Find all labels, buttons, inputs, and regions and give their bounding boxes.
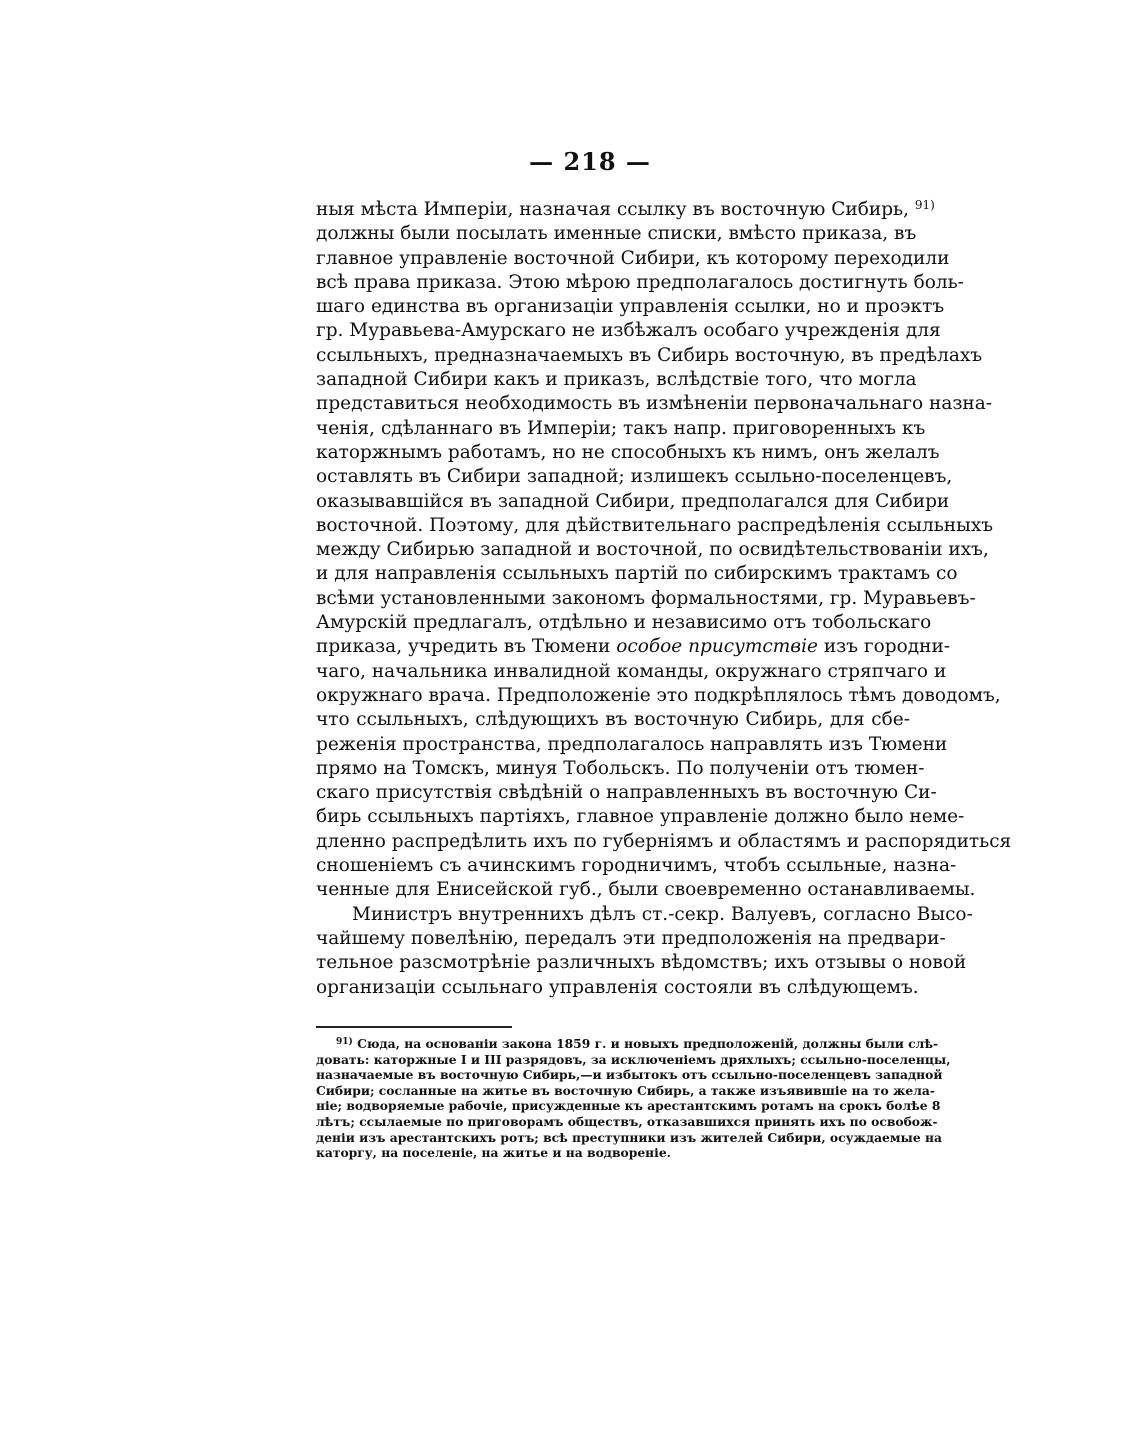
text-line: ченные для Енисейской губ., были своевременно останавливаемы. xyxy=(316,879,976,901)
text-line: ссыльныхъ, предназначаемыхъ въ Сибирь восточную, въ предѣлахъ xyxy=(316,344,983,366)
text-line: что ссыльныхъ, слѣдующихъ въ восточную Сибирь, для сбе- xyxy=(316,709,910,731)
text-line: оказывавшійся въ западной Сибири, предполагался для Сибири xyxy=(316,490,950,512)
body-text xyxy=(316,198,1012,1000)
footnote-line: довать: каторжные I и III разрядовъ, за исключеніемъ дряхлыхъ; ссыльно-поселенцы, xyxy=(316,1051,951,1067)
footnote-line: Сибири; сосланные на житье въ восточную Сибирь, а также изъявившіе на то жела- xyxy=(316,1082,935,1098)
text-line: всѣми установленными закономъ формальностями, гр. Муравьевъ- xyxy=(316,587,976,609)
footnote-line: $^{91)}$ Сюда, на основаніи закона 1859 г. и новыхъ предположеній, должны были слѣ- xyxy=(336,1036,939,1051)
footnote-line: деніи изъ арестантскихъ ротъ; всѣ преступники изъ жителей Сибири, осуждаемые на xyxy=(316,1129,942,1145)
text-line: между Сибирью западной и восточной, по освидѣтельствованіи ихъ, xyxy=(316,539,989,561)
footnote-line: каторгу, на поселеніе, на житье и на водвореніе. xyxy=(316,1145,671,1161)
text-line: ныя мѣста Имперіи, назначая ссылку въ восточную Сибирь, $^{91)}$ xyxy=(316,198,935,220)
text-line: западной Сибири какъ и приказъ, вслѣдствіе того, что могла xyxy=(316,369,917,391)
footnote-line: лѣтъ; ссылаемые по приговорамъ обществъ, отказавшихся принять ихъ по освобож- xyxy=(316,1113,938,1129)
text-line: окружнаго врача. Предположеніе это подкрѣплялось тѣмъ доводомъ, xyxy=(316,684,1001,706)
text-line: скаго присутствія свѣдѣній о направленныхъ въ восточную Си- xyxy=(316,782,937,804)
text-line: реженія пространства, предполагалось направлять изъ Тюмени xyxy=(316,733,948,755)
footnote-line: назначаемые въ восточную Сибирь,—и избытокъ отъ ссыльно-поселенцевъ западной xyxy=(316,1067,943,1083)
footnote-divider xyxy=(316,1026,512,1028)
footnote-line: ніе; водворяемые рабочіе, присужденные къ арестантскимъ ротамъ на срокъ болѣе 8 xyxy=(316,1098,941,1114)
text-line: главное управленіе восточной Сибири, къ которому переходили xyxy=(316,247,950,269)
paragraph-line: организаціи ссыльнаго управленія состояли въ слѣдующемъ. xyxy=(316,976,919,998)
text-line: всѣ права приказа. Этою мѣрою предполагалось достигнуть боль- xyxy=(316,271,964,293)
text-line: оставлять въ Сибири западной; излишекъ ссыльно-поселенцевъ, xyxy=(316,466,953,488)
text-line: чаго, начальника инвалидной команды, окружнаго стряпчаго и xyxy=(316,660,947,682)
paragraph-line: чайшему повелѣнію, передалъ эти предположенія на предвари- xyxy=(316,927,946,949)
text-line: шаго единства въ организаціи управленія ссылки, но и проэктъ xyxy=(316,296,945,318)
footnote-reference: 91) xyxy=(914,198,935,212)
text-line: бирь ссыльныхъ партіяхъ, главное управленіе должно было неме- xyxy=(316,806,965,828)
text-line: прямо на Томскъ, минуя Тобольскъ. По полученіи отъ тюмен- xyxy=(316,757,925,779)
footnote xyxy=(316,1036,951,1161)
text-line: и для направленія ссыльныхъ партій по сибирскимъ трактамъ со xyxy=(316,563,958,585)
paragraph-line: тельное разсмотрѣніе различныхъ вѣдомствъ; ихъ отзывы о новой xyxy=(316,952,967,974)
italic-phrase: особое присутствіе xyxy=(616,636,818,658)
text-line: ченія, сдѣланнаго въ Имперіи; такъ напр. приговоренныхъ къ xyxy=(316,417,926,439)
page-number: — 218 — xyxy=(529,147,651,176)
text-line: сношеніемъ съ ачинскимъ городничимъ, чтобъ ссыльные, назна- xyxy=(316,855,957,877)
footnote-mark: 91) xyxy=(336,1037,353,1047)
text-line: дленно распредѣлить ихъ по губерніямъ и областямъ и распорядиться xyxy=(316,830,1012,852)
text-line: Амурскій предлагалъ, отдѣльно и независимо отъ тобольскаго xyxy=(316,612,932,634)
text-line: каторжнымъ работамъ, но не способныхъ къ нимъ, онъ желалъ xyxy=(316,441,940,463)
text-line: восточной. Поэтому, для дѣйствительнаго распредѣленія ссыльныхъ xyxy=(316,514,994,536)
paragraph-line: Министръ внутреннихъ дѣлъ ст.-секр. Валуевъ, согласно Высо- xyxy=(352,903,973,925)
text-line: должны были посылать именные списки, вмѣсто приказа, въ xyxy=(316,223,917,245)
text-line: гр. Муравьева-Амурскаго не избѣжалъ особаго учрежденія для xyxy=(316,320,941,342)
text-line: приказа, учредить въ Тюмени особое присутствіе изъ городни- xyxy=(316,636,951,658)
text-line: представиться необходимость въ измѣненіи первоначальнаго назна- xyxy=(316,393,993,415)
